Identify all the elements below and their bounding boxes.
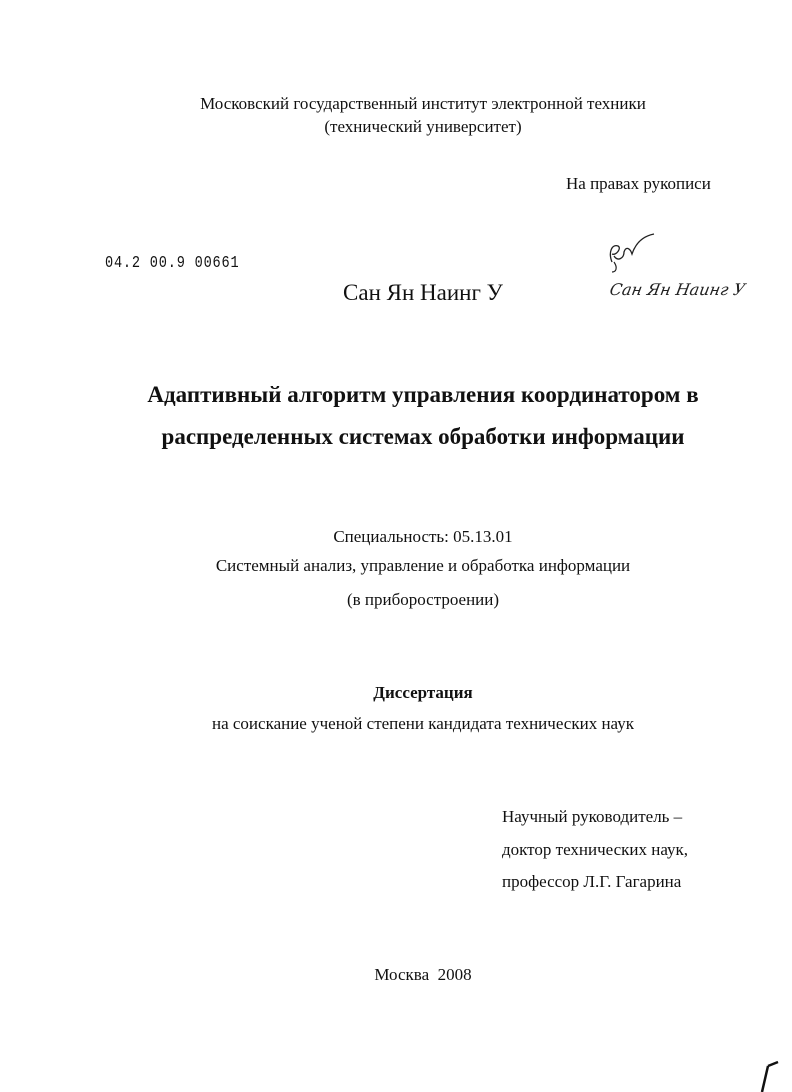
dissertation-title-line2: распределенных системах обработки информации bbox=[161, 424, 685, 449]
specialty-name: Системный анализ, управление и обработка информации bbox=[215, 556, 631, 575]
supervisor-name: профессор Л.Г. Гагарина bbox=[502, 872, 682, 891]
degree-text: на соискание ученой степени кандидата технических наук bbox=[211, 714, 634, 733]
specialty-field: (в приборостроении) bbox=[346, 590, 500, 609]
author-name: Сан Ян Наинг У bbox=[343, 280, 503, 305]
supervisor-degree: доктор технических наук, bbox=[502, 840, 689, 859]
signature-icon bbox=[604, 232, 664, 277]
scan-mark-icon bbox=[756, 1058, 786, 1092]
author-handwritten: Сан Ян Наинг У bbox=[608, 280, 747, 299]
manuscript-note: На правах рукописи bbox=[566, 174, 711, 193]
archive-stamp: 04.2 00.9 00661 bbox=[105, 254, 240, 273]
institution-name: Московский государственный институт электронной техники bbox=[200, 94, 646, 113]
institution-subtitle: (технический университет) bbox=[324, 117, 522, 136]
place-year: Москва 2008 bbox=[374, 965, 472, 984]
dissertation-title-line1: Адаптивный алгоритм управления координатором в bbox=[147, 382, 699, 407]
degree-heading: Диссертация bbox=[373, 683, 473, 702]
supervisor-label: Научный руководитель – bbox=[502, 807, 683, 826]
specialty-code: Специальность: 05.13.01 bbox=[333, 527, 513, 546]
